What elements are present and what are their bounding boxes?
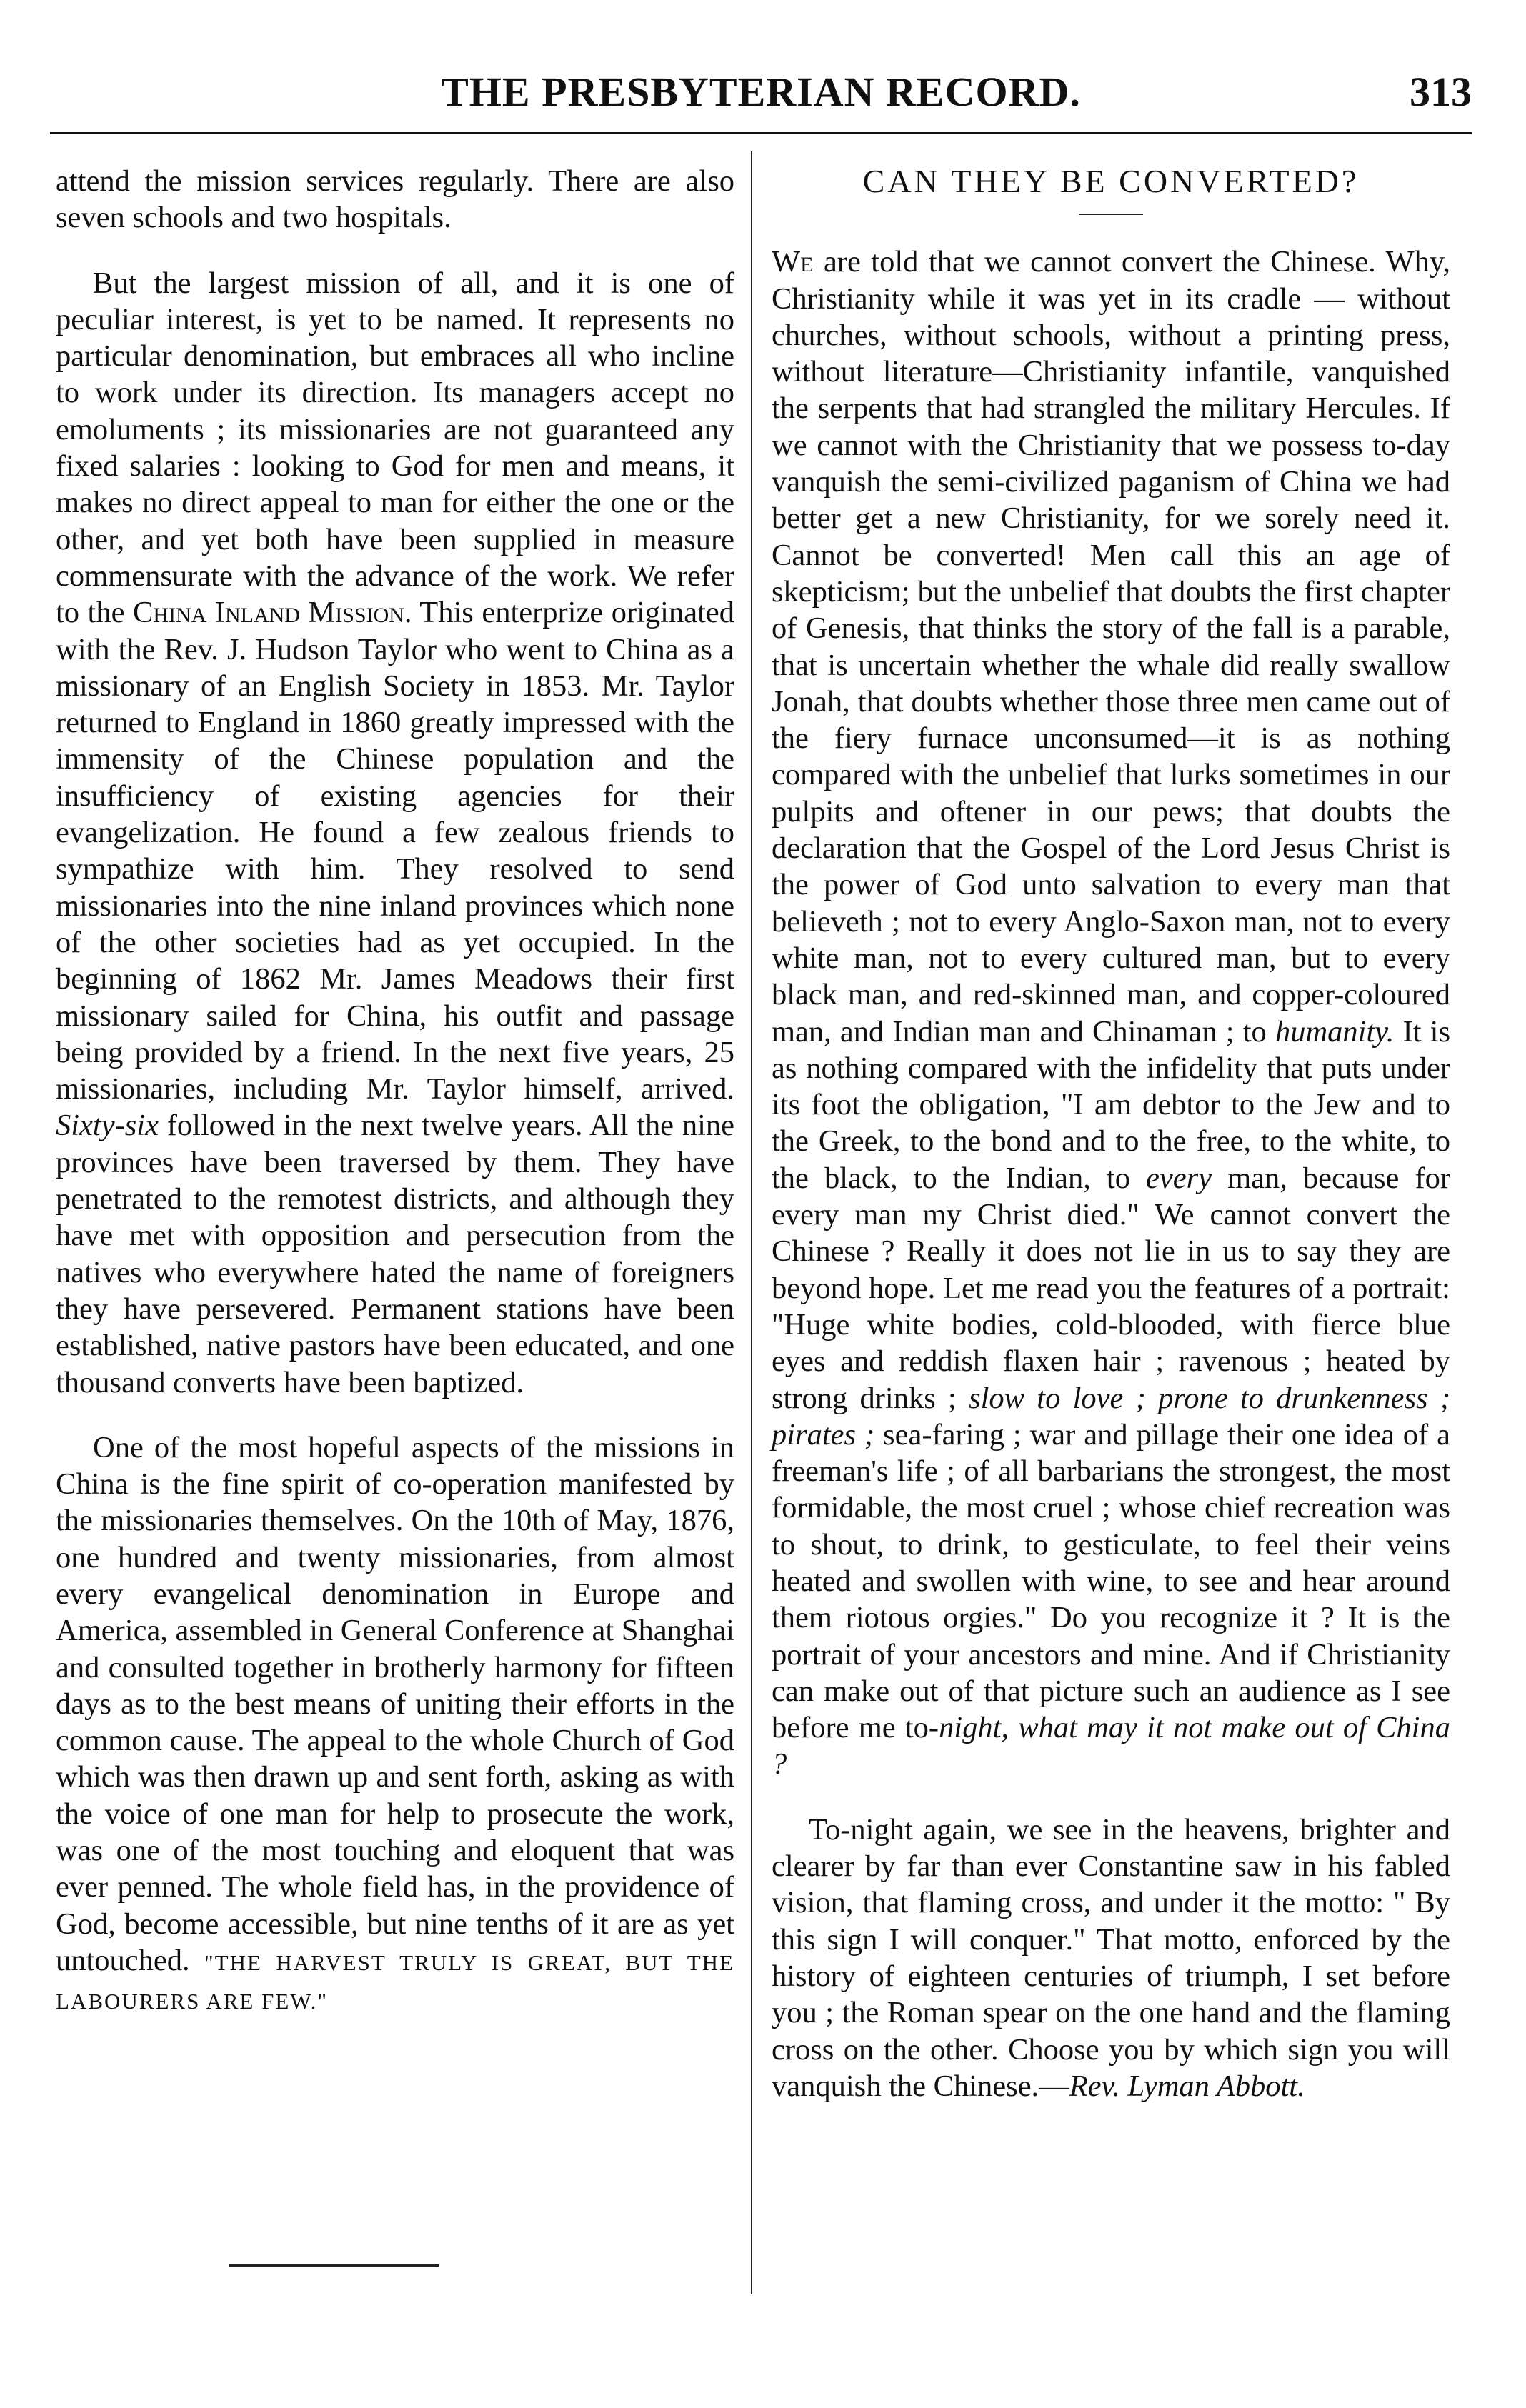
text-run: man, because for every man my Christ died." We cannot convert the Chinese ? Really it does not lie in us to say they are beyond hope. Let me read you the features of a portrait: "Huge white bodies, cold-blooded, with fierce blue eyes and reddish flaxen hair ; ravenous ; heated by strong drinks ; (772, 1161, 1451, 1415)
text-run: To-night again, we see in the heavens, brighter and clearer by far than ever Constantine saw in his fabled vision, that flaming cross, and under it the motto: " By this sign I will conquer." That motto, enforced by the history of eighteen centuries of triumph, I set before you ; the Roman spear on the one hand and the flaming cross on the other. Choose you by which sign you will vanquish the Chinese.— (772, 1812, 1450, 2103)
paragraph (772, 244, 1450, 1782)
paragraph (56, 1429, 734, 2020)
emphasis: every (1146, 1161, 1212, 1195)
text-run: are told that we cannot convert the Chinese. Why, Christianity while it was yet in its cradle — without churches, without schools, without a printing press, without literature—Christianity infantile, vanquished the serpents that had strangled the military Hercules. If we cannot with the Christianity that we possess to-day vanquish the semi-civilized paganism of China we had better get a new Christianity, for we sorely need it. Cannot be converted! Men call this an age of skepticism; but the unbelief that doubts the first chapter of Genesis, that thinks the story of the fall is a parable, that is uncertain whether the whale did really swallow Jonah, that doubts whether those three men came out of the fiery furnace unconsumed—it is as nothing compared with the unbelief that lurks sometimes in our pulpits and oftener in our pews; that doubts the declaration that the Gospel of the Lord Jesus Christ is the power of God unto salvation to every man that believeth ; not to every Anglo-Saxon man, not to every white man, not to every cultured man, but to every black man, and red-skinned man, and copper-coloured man, and Indian man and Chinaman ; to (772, 245, 1450, 1049)
page-header (50, 68, 1472, 134)
text-run: This enterprize originated with the Rev. J. Hudson Taylor who went to China as a missionary of an English Society in 1853. Mr. Taylor returned to England in 1860 greatly impressed with the immensity of the Chinese population and the insufficiency of existing agencies for their evangelization. He found a few zealous friends to sympathize with him. They resolved to send missionaries into the nine inland provinces which none of the other societies had as yet occupied. In the beginning of 1862 Mr. James Meadows their first missionary sailed for China, his outfit and passage being provided by a friend. In the next five years, 25 missionaries, including Mr. Taylor himself, arrived. (56, 596, 735, 1106)
text-run: followed in the next twelve years. All the nine provinces have been traversed by them. They have penetrated to the remotest districts, and although they have met with opposition and persecution from the natives who everywhere hated the name of foreigners they have persevered. Permanent stations have been established, native pastors have been educated, and one thousand converts have been baptized. (56, 1109, 734, 1399)
mission-name: China Inland Mission. (132, 596, 412, 630)
author-signature: Rev. Lyman Abbott. (1069, 2069, 1305, 2103)
emphasis: slow to love ; prone to drunkenness ; pirates ; (772, 1381, 1450, 1452)
emphasis: night, what may it not make out of China ? (772, 1711, 1450, 1782)
running-head: THE PRESBYTERIAN RECORD. (441, 69, 1081, 115)
closing-quote: "THE HARVEST TRULY IS GREAT, BUT THE LABOURERS ARE FEW." (56, 1949, 735, 2014)
left-column (56, 163, 734, 2020)
column-divider (751, 151, 752, 2294)
lead-word: We (772, 245, 814, 279)
article-title: CAN THEY BE CONVERTED? (862, 163, 1360, 199)
text-run: sea-faring ; war and pillage their one idea of a freeman's life ; of all barbarians the strongest, the most formidable, the most cruel ; whose chief recreation was to shout, to drink, to gesticulate, to feel their veins heated and swollen with wine, to see and hear around them riotous orgies." Do you recognize it ? It is the portrait of your ancestors and mine. And if Christianity can make out of that picture such an audience as I see before me to- (772, 1417, 1450, 1745)
paragraph: attend the mission services regularly. There are also seven schools and two hospitals. (56, 164, 734, 235)
end-rule (229, 2264, 439, 2267)
page-number: 313 (1410, 69, 1472, 115)
emphasis: humanity. (1275, 1014, 1395, 1049)
paragraph (56, 265, 734, 1401)
title-rule (1079, 214, 1143, 215)
right-column (772, 163, 1450, 2104)
text-run: It is as nothing compared with the infidelity that puts under its foot the obligation, "I am debtor to the Jew and to the Greek, to the bond and to the free, to the white, to the black, to the Indian, to (772, 1014, 1450, 1195)
paragraph (772, 1812, 1450, 2104)
text-run: But the largest mission of all, and it is one of peculiar interest, is yet to be named. It represents no particular denomination, but embraces all who incline to work under its direction. Its managers accept no emoluments ; its missionaries are not guaranteed any fixed salaries : looking to God for men and means, it makes no direct appeal to man for either the one or the other, and yet both have been supplied in measure commensurate with the advance of the work. We refer to the (56, 266, 734, 630)
emphasis: Sixty-six (56, 1109, 159, 1143)
text-run: One of the most hopeful aspects of the missions in China is the fine spirit of co-operation manifested by the missionaries themselves. On the 10th of May, 1876, one hundred and twenty missionaries, from almost every evangelical denomination in Europe and America, assembled in General Conference at Shanghai and consulted together in brotherly harmony for fifteen days as to the best means of uniting their efforts in the common cause. The appeal to the whole Church of God which was then drawn up and sent forth, asking as with the voice of one man for help to prosecute the work, was one of the most touching and eloquent that was ever penned. The whole field has, in the providence of God, become accessible, but nine tenths of it are as yet untouched. (56, 1430, 734, 1977)
